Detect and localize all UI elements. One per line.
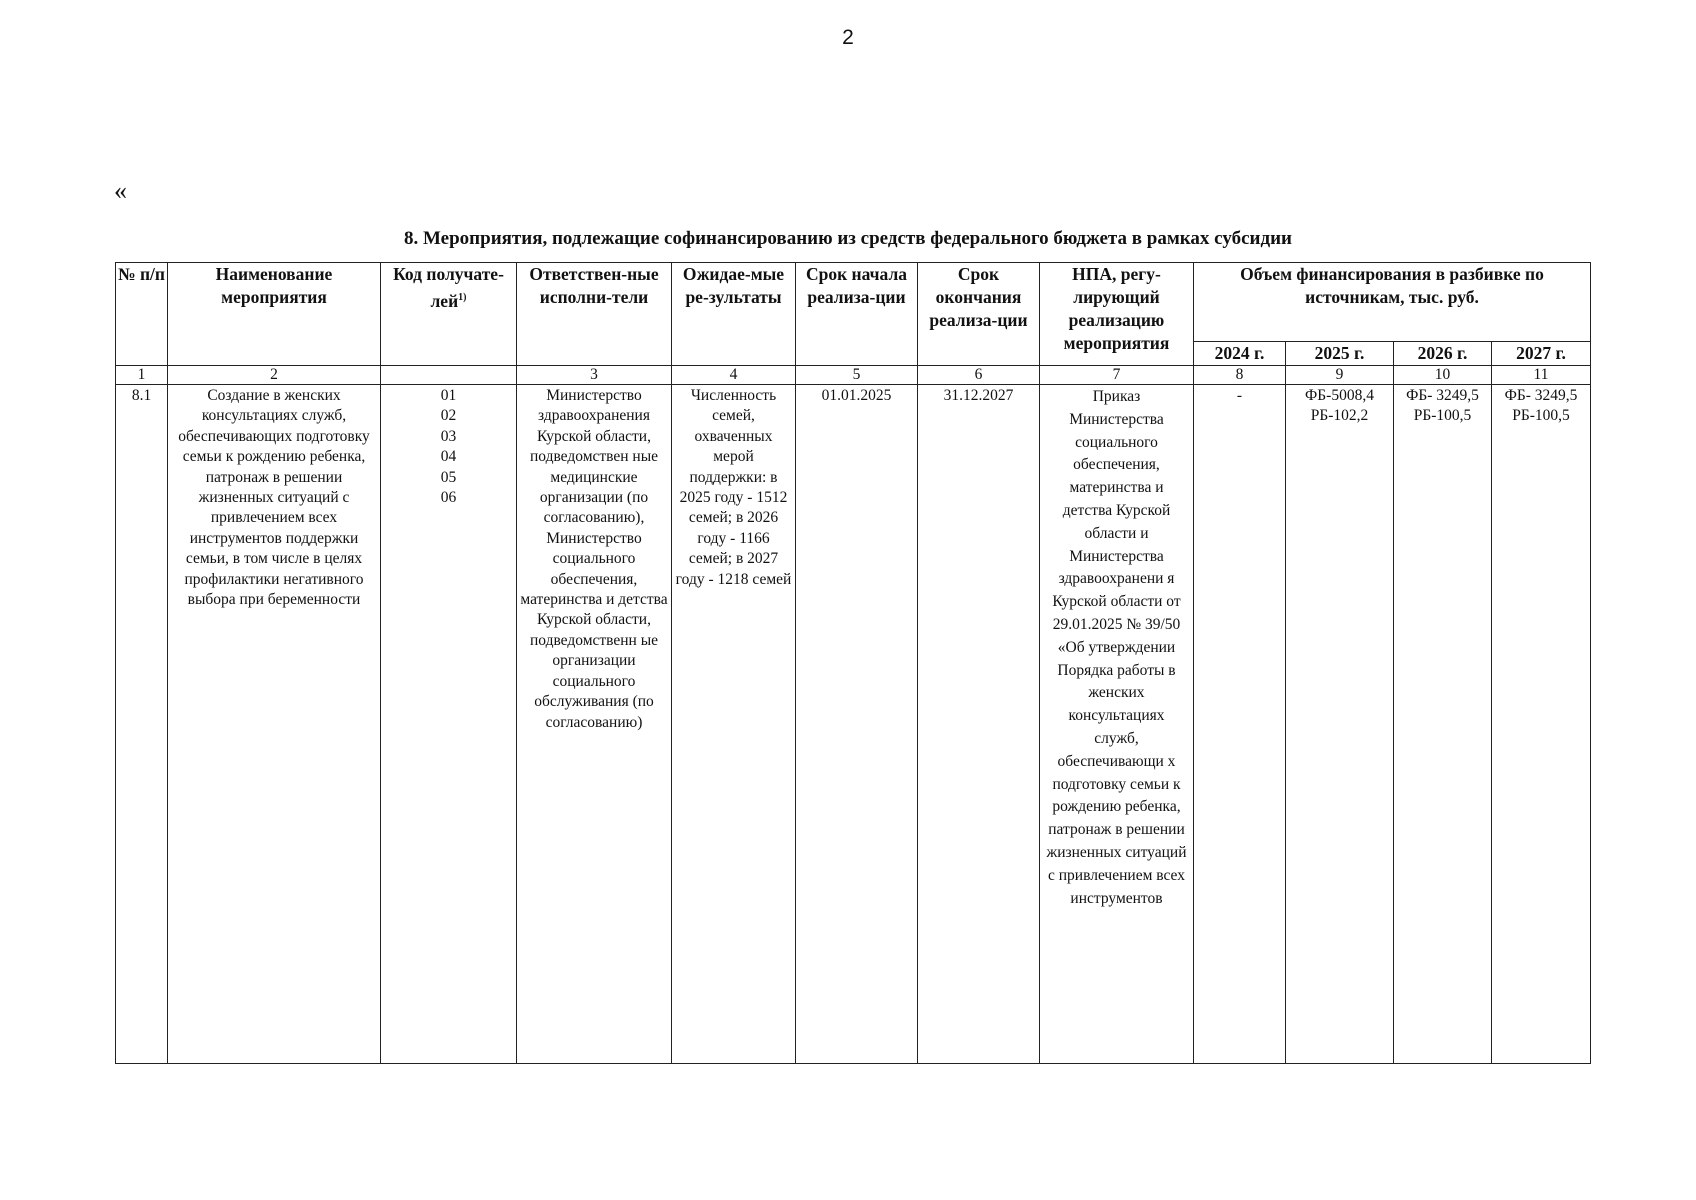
row-code: 03 — [440, 427, 457, 445]
header-year-2027: 2027 г. — [1492, 342, 1591, 366]
header-code-text: Код получате-лей — [393, 264, 504, 311]
colnum-6: 6 — [918, 366, 1040, 385]
row-start-date: 01.01.2025 — [796, 385, 918, 1064]
colnum-code — [381, 366, 517, 385]
table-row — [116, 385, 1591, 1064]
colnum-9: 9 — [1286, 366, 1394, 385]
page-number: 2 — [842, 26, 854, 49]
colnum-2: 2 — [168, 366, 381, 385]
header-code — [381, 263, 517, 366]
row-code: 06 — [440, 489, 457, 507]
colnum-7: 7 — [1040, 366, 1194, 385]
header-results: Ожидае-мые ре-зультаты — [672, 263, 796, 366]
colnum-5: 5 — [796, 366, 918, 385]
header-npa: НПА, регу-лирующий реализацию мероприятия — [1040, 263, 1194, 366]
row-code: 02 — [440, 407, 457, 425]
row-funding-2025: ФБ-5008,4 РБ-102,2 — [1286, 385, 1394, 1064]
header-year-2024: 2024 г. — [1194, 342, 1286, 366]
row-funding-2026: ФБ- 3249,5 РБ-100,5 — [1394, 385, 1492, 1064]
row-name: Создание в женских консультациях служб, обеспечивающих подготовку семьи к рождению ребенка, патронаж в решении жизненных ситуаций с привлечением всех инструментов поддержки семьи, в том числе в целях профилактики негативного выбора при беременности — [168, 385, 381, 1064]
header-funding: Объем финансирования в разбивке по источникам, тыс. руб. — [1194, 263, 1591, 342]
row-npa: Приказ Министерства социального обеспечения, материнства и детства Курской области и Министерства здравоохранени я Курской области от 29.01.2025 № 39/50 «Об утверждении Порядка работы в женских консультациях служб, обеспечивающи х подготовку семьи к рождению ребенка, патронаж в решении жизненных ситуаций с привлечением всех инструментов — [1040, 385, 1194, 1064]
opening-quote-mark: « — [114, 176, 127, 205]
row-funding-2027: ФБ- 3249,5 РБ-100,5 — [1492, 385, 1591, 1064]
row-code: 05 — [440, 468, 457, 486]
row-end-date: 31.12.2027 — [918, 385, 1040, 1064]
colnum-1: 1 — [116, 366, 168, 385]
header-start: Срок начала реализа-ции — [796, 263, 918, 366]
table-caption: 8. Мероприятия, подлежащие софинансированию из средств федерального бюджета в рамках субсидии — [404, 228, 1292, 249]
header-year-2025: 2025 г. — [1286, 342, 1394, 366]
row-num: 8.1 — [116, 385, 168, 1064]
colnum-4: 4 — [672, 366, 796, 385]
header-code-footnote: 1) — [458, 292, 467, 303]
colnum-8: 8 — [1194, 366, 1286, 385]
colnum-11: 11 — [1492, 366, 1591, 385]
header-year-2026: 2026 г. — [1394, 342, 1492, 366]
row-code: 04 — [440, 448, 457, 466]
row-codes — [381, 385, 517, 1064]
header-name: Наименование мероприятия — [168, 263, 381, 366]
header-executors: Ответствен-ные исполни-тели — [517, 263, 672, 366]
header-end: Срок окончания реализа-ции — [918, 263, 1040, 366]
events-table — [115, 262, 1591, 1064]
row-funding-2024: - — [1194, 385, 1286, 1064]
row-executors: Министерство здравоохранения Курской области, подведомствен ные медицинские организации (по согласованию), Министерство социального обеспечения, материнства и детства Курской области, подведомственн ые организации социального обслуживания (по согласованию) — [517, 385, 672, 1064]
row-results: Численность семей, охваченных мерой поддержки: в 2025 году - 1512 семей; в 2026 году - 1166 семей; в 2027 году - 1218 семей — [672, 385, 796, 1064]
header-num: № п/п — [116, 263, 168, 366]
colnum-10: 10 — [1394, 366, 1492, 385]
colnum-3: 3 — [517, 366, 672, 385]
row-code: 01 — [440, 387, 457, 404]
